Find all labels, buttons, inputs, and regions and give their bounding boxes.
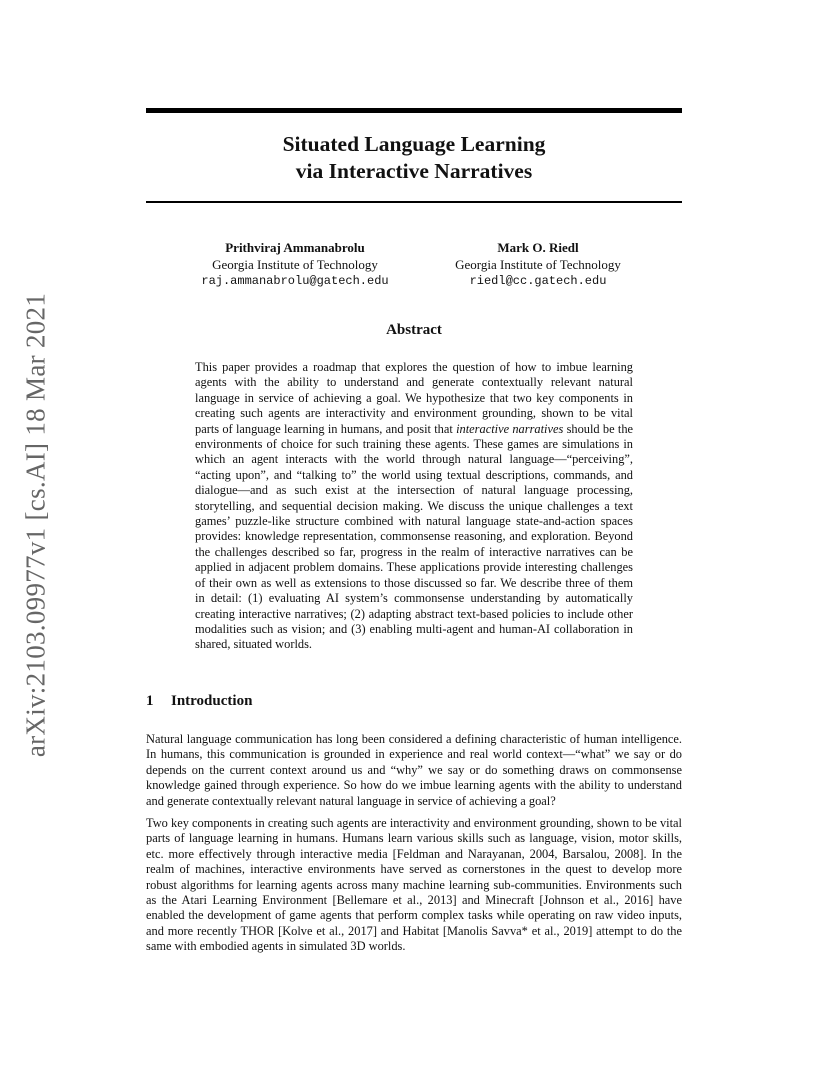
author-affiliation: Georgia Institute of Technology (455, 257, 621, 272)
abstract-text-part-2: should be the environments of choice for such training these agents. These games are simulations in which an agent interacts with the world through natural language—“perceiving”, “acting upon”, and “talking to” the world using textual descriptions, commands, and dialogue—and as such exist at the intersection of natural language processing, storytelling, and sequential decision making. We discuss the unique challenges a text games’ puzzle-like structure combined with natural language state-and-action spaces provides: knowledge representation, commonsense reasoning, and exploration. Beyond the challenges described so far, progress in the realm of interactive narratives can be applied in adjacent problem domains. These applications provide interesting challenges of their own as well as extensions to those discussed so far. We describe three of them in detail: (1) evaluating AI system’s commonsense understanding by automatically creating interactive narratives; (2) adapting abstract text-based policies to include other modalities such as vision; and (3) enabling multi-agent and human-AI collaboration in shared, situated worlds. (195, 421, 634, 652)
body-paragraph: Natural language communication has long been considered a defining characteristic of human intelligence. In humans, this communication is grounded in experience and real world context—“what” we say or do depends on the current context around us and “why” we say or do something draws on commonsense knowledge gained through experience. So how do we imbue learning agents with the ability to understand and generate contextually relevant natural language in service of achieving a goal? (146, 732, 682, 808)
author-name: Mark O. Riedl (497, 240, 579, 255)
title-top-rule (146, 108, 682, 113)
section-title: Introduction (171, 693, 253, 709)
abstract-text-part-1: This paper provides a roadmap that explores the question of how to imbue learning agents with the ability to understand and generate contextually relevant natural language in service of achieving a goal. We hypothesize that two key components in creating such agents are interactivity and environment grounding, shown to be vital parts of language learning in humans, and posit that (195, 360, 633, 436)
title-line-1: Situated Language Learning (282, 132, 546, 156)
author-email: riedl@cc.gatech.edu (469, 274, 607, 288)
section-heading (146, 693, 252, 710)
arxiv-identifier: arXiv:2103.09977v1 [cs.AI] 18 Mar 2021 (20, 292, 51, 758)
title-line-2: via Interactive Narratives (295, 159, 533, 183)
abstract-heading: Abstract (386, 322, 442, 338)
author-block-2 (430, 239, 646, 290)
author-email: raj.ammanabrolu@gatech.edu (201, 274, 389, 288)
author-name: Prithviraj Ammanabrolu (225, 240, 365, 255)
introduction-body (146, 732, 682, 962)
author-block-1 (190, 239, 400, 290)
paper-title (146, 131, 682, 185)
section-number: 1 (146, 693, 154, 709)
author-affiliation: Georgia Institute of Technology (212, 257, 378, 272)
abstract-body (195, 360, 633, 653)
body-paragraph: Two key components in creating such agents are interactivity and environment grounding, shown to be vital parts of language learning in humans. Humans learn various skills such as language, vision, motor skills, etc. more effectively through interactive media [Feldman and Narayanan, 2004, Barsalou, 2008]. In the realm of machines, interactive environments have served as cornerstones in the quest to develop more robust algorithms for learning agents across many machine learning sub-communities. Environments such as the Atari Learning Environment [Bellemare et al., 2013] and Minecraft [Johnson et al., 2016] have enabled the development of game agents that perform complex tasks while operating on raw video inputs, and more recently THOR [Kolve et al., 2017] and Habitat [Manolis Savva* et al., 2019] attempt to do the same with embodied agents in simulated 3D worlds. (146, 816, 682, 954)
title-bottom-rule (146, 201, 682, 203)
abstract-italic-term: interactive narratives (456, 421, 564, 436)
